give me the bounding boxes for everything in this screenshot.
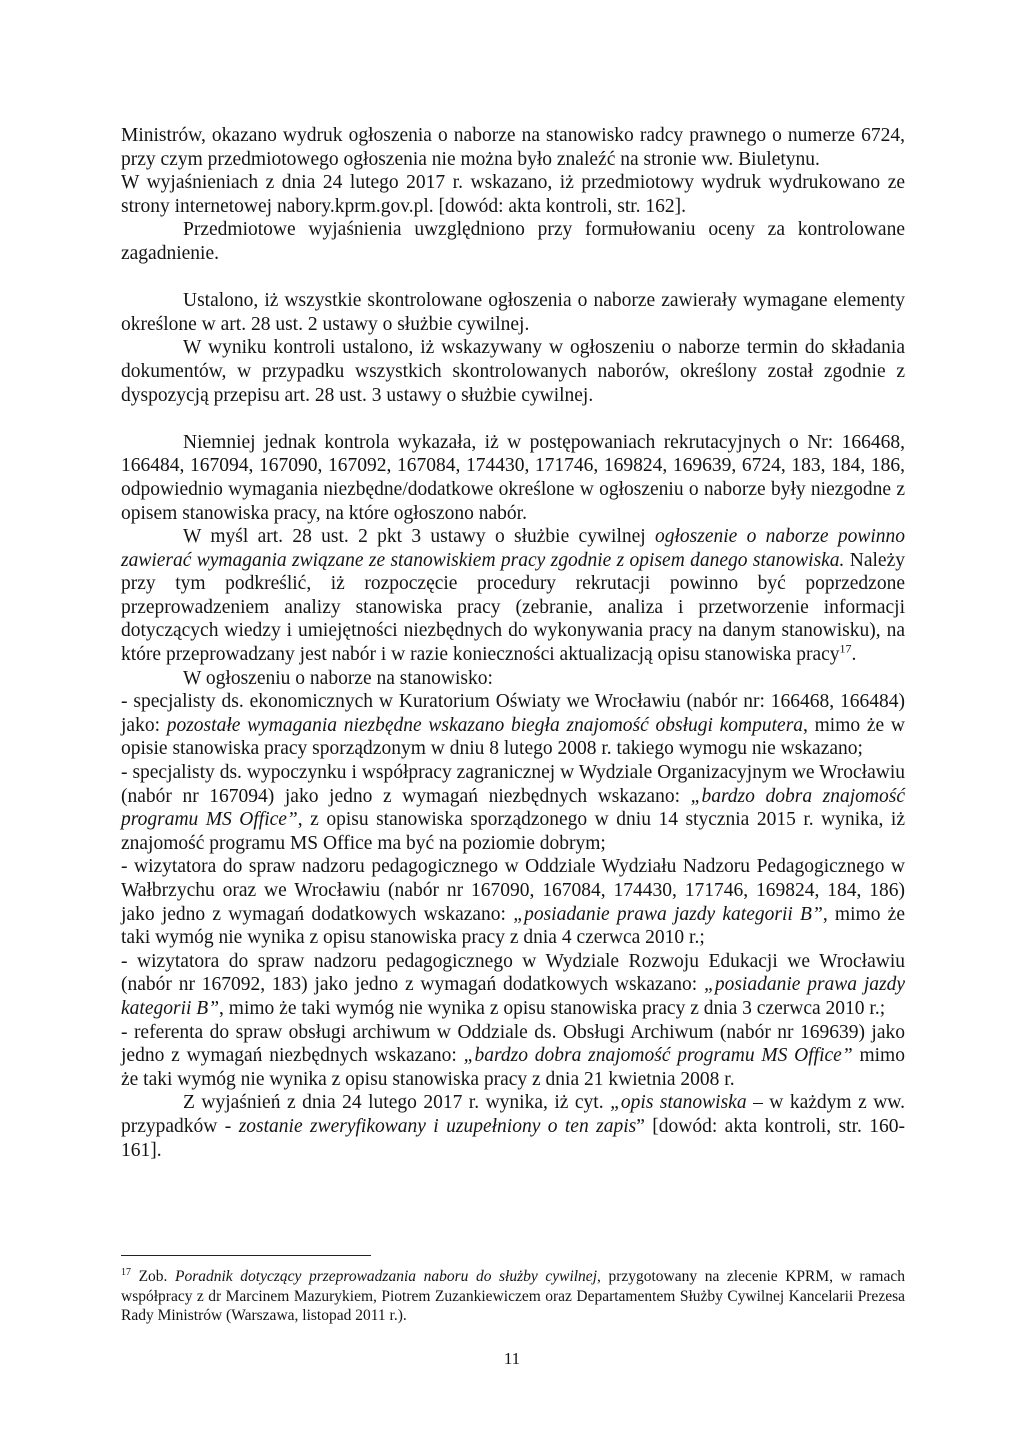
- paragraph: Ustalono, iż wszystkie skontrolowane ogłoszenia o naborze zawierały wymagane elementy określone w art. 28 ust. 2 ustawy o służbie cywilnej.: [121, 290, 905, 335]
- list-item: - wizytatora do spraw nadzoru pedagogicznego w Wydziale Rozwoju Edukacji we Wrocławiu (nabór nr 167092, 183) jako jedno z wymagań dodatkowych wskazano: „posiadanie prawa jazdy kategorii B”, mimo że taki wymóg nie wynika z opisu stanowiska pracy z dnia 3 czerwca 2010 r.;: [121, 950, 905, 1019]
- paragraph: Z wyjaśnień z dnia 24 lutego 2017 r. wynika, iż cyt. „opis stanowiska – w każdym z ww. przypadków - zostanie zweryfikowany i uzupełniony o ten zapis” [dowód: akta kontroli, str. 160-161].: [121, 1092, 905, 1161]
- paragraph: Ministrów, okazano wydruk ogłoszenia o naborze na stanowisko radcy prawnego o numerze 6724, przy czym przedmiotowego ogłoszenia nie można było znaleźć na stronie ww. Biuletynu.: [121, 125, 905, 170]
- page-number: 11: [503, 1349, 521, 1368]
- paragraph: Przedmiotowe wyjaśnienia uwzględniono przy formułowaniu oceny za kontrolowane zagadnienie.: [121, 219, 905, 264]
- footnote-reference: 17: [839, 641, 852, 656]
- list-item: - specjalisty ds. ekonomicznych w Kuratorium Oświaty we Wrocławiu (nabór nr: 166468, 166484) jako: pozostałe wymagania niezbędne wskazano biegła znajomość obsługi komputera, mimo że w opisie stanowiska pracy sporządzonym w dniu 8 lutego 2008 r. takiego wymogu nie wskazano;: [121, 691, 905, 760]
- list-item: - specjalisty ds. wypoczynku i współpracy zagranicznej w Wydziale Organizacyjnym we Wrocławiu (nabór nr 167094) jako jedno z wymagań niezbędnych wskazano: „bardzo dobra znajomość programu MS Office”, z opisu stanowiska sporządzonego w dniu 14 stycznia 2015 r. wynika, iż znajomość programu MS Office ma być na poziomie dobrym;: [121, 762, 905, 854]
- paragraph: W wyniku kontroli ustalono, iż wskazywany w ogłoszeniu o naborze termin do składania dokumentów, w przypadku wszystkich skontrolowanych naborów, określony został zgodnie z dyspozycją przepisu art. 28 ust. 3 ustawy o służbie cywilnej.: [121, 337, 905, 406]
- list-item: - wizytatora do spraw nadzoru pedagogicznego w Oddziale Wydziału Nadzoru Pedagogicznego w Wałbrzychu oraz we Wrocławiu (nabór nr 167090, 167084, 174430, 171746, 169824, 184, 186) jako jedno z wymagań dodatkowych wskazano: „posiadanie prawa jazdy kategorii B”, mimo że taki wymóg nie wynika z opisu stanowiska pracy z dnia 4 czerwca 2010 r.;: [121, 856, 905, 949]
- footnote-number: 17: [121, 1266, 131, 1278]
- paragraph: W wyjaśnieniach z dnia 24 lutego 2017 r. wskazano, iż przedmiotowy wydruk wydrukowano ze strony internetowej nabory.kprm.gov.pl. [dowód: akta kontroli, str. 162].: [121, 172, 905, 217]
- paragraph: W ogłoszeniu o naborze na stanowisko:: [183, 667, 493, 689]
- paragraph: Niemniej jednak kontrola wykazała, iż w postępowaniach rekrutacyjnych o Nr: 166468, 166484, 167094, 167090, 167092, 167084, 174430, 171746, 169824, 169639, 6724, 183, 184, 186, odpowiednio wymagania niezbędne/dodatkowe określone w ogłoszeniu o naborze były niezgodne z opisem stanowiska pracy, na które ogłoszono nabór.: [121, 431, 905, 524]
- paragraph: W myśl art. 28 ust. 2 pkt 3 ustawy o służbie cywilnej ogłoszenie o naborze powinno zawierać wymagania związane ze stanowiskiem pracy zgodnie z opisem danego stanowiska. Należy przy tym podkreślić, iż rozpoczęcie procedury rekrutacji powinno być poprzedzone przeprowadzeniem analizy stanowiska pracy (zebranie, analiza i przetworzenie informacji dotyczących wiedzy i umiejętności niezbędnych do wykonywania pracy na danym stanowisku), na które przeprowadzany jest nabór i w razie konieczności aktualizacją opisu stanowiska pracy$^{17}$.: [121, 526, 905, 666]
- footnote-separator: [121, 1255, 371, 1256]
- body-text: [121, 124, 905, 1162]
- list-item: - referenta do spraw obsługi archiwum w Oddziale ds. Obsługi Archiwum (nabór nr 169639) jako jedno z wymagań niezbędnych wskazano: „bardzo dobra znajomość programu MS Office” mimo że taki wymóg nie wynika z opisu stanowiska pracy z dnia 21 kwietnia 2008 r.: [121, 1021, 905, 1090]
- footnote: $^{17}$ Zob. Poradnik dotyczący przeprowadzania naboru do służby cywilnej, przygotowany na zlecenie KPRM, w ramach współpracy z dr Marcinem Mazurykiem, Piotrem Zuzankiewiczem oraz Departamentem Służby Cywilnej Kancelarii Prezesa Rady Ministrów (Warszawa, listopad 2011 r.).: [121, 1266, 905, 1325]
